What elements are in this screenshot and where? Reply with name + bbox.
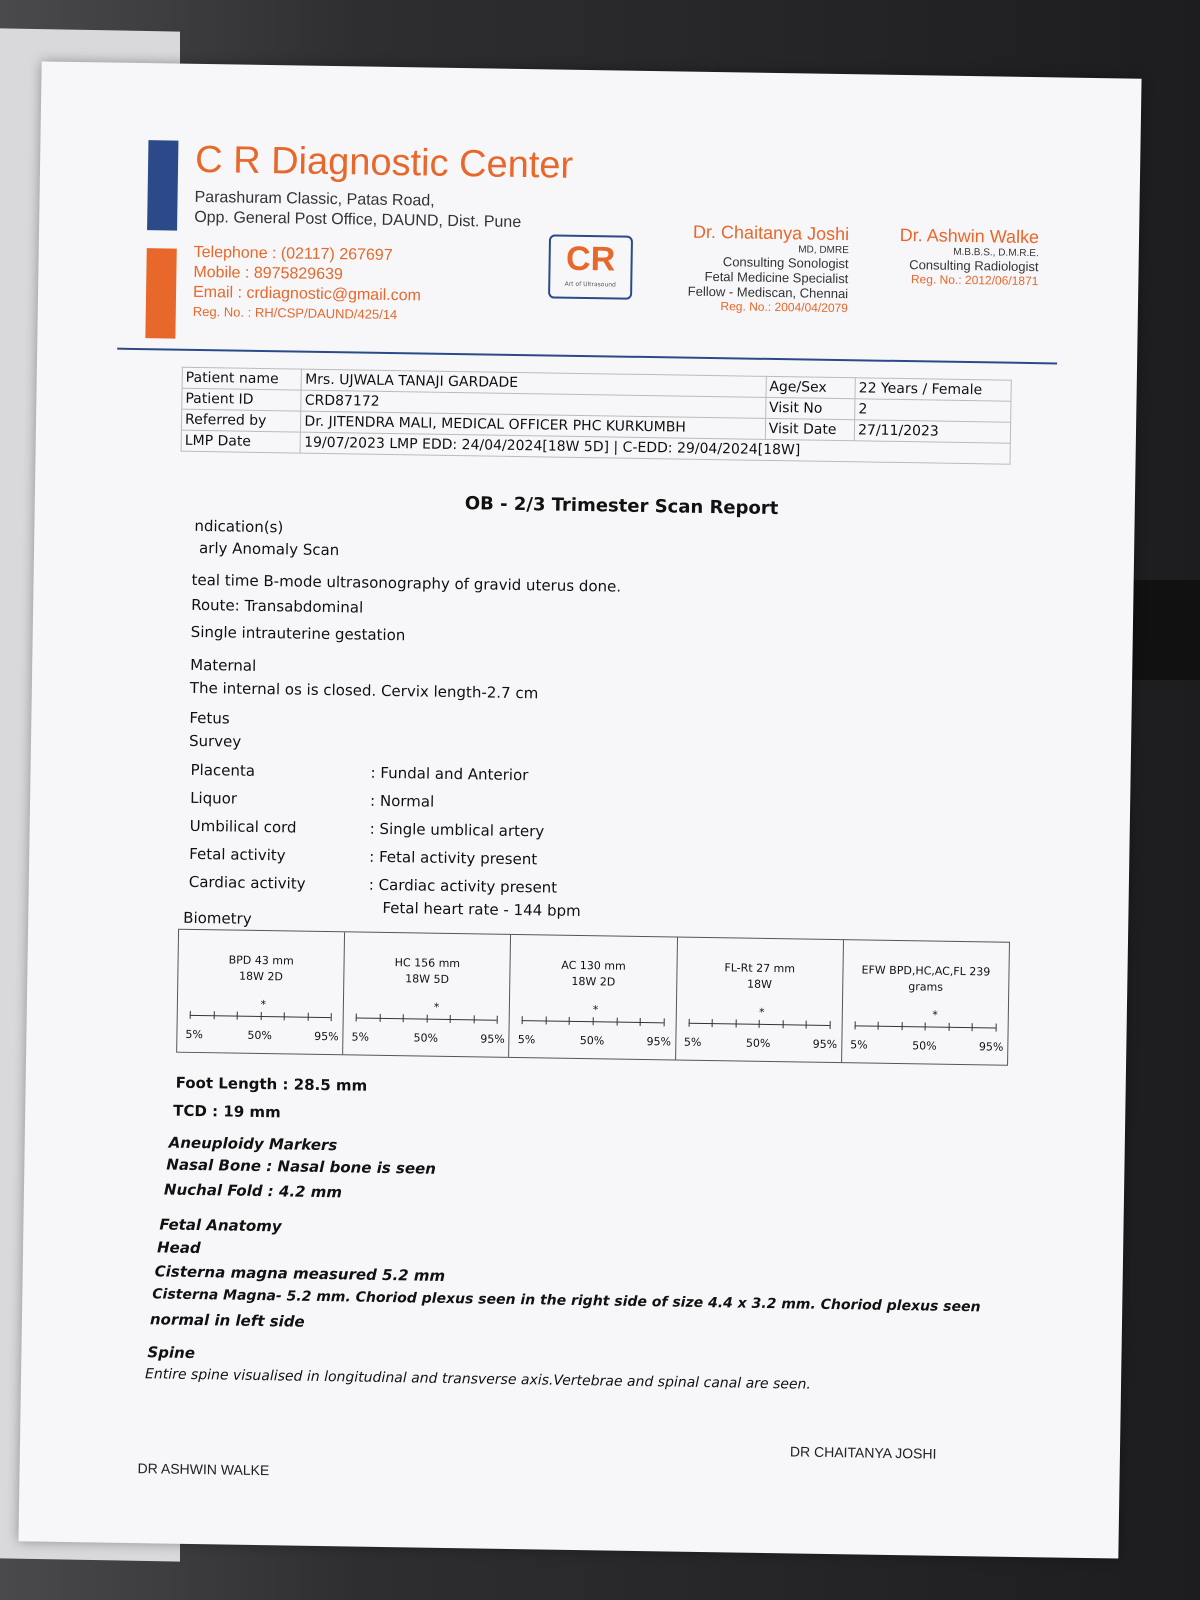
percentile-tick (759, 1020, 760, 1028)
p95-label: 95% (978, 1040, 1004, 1054)
brand-bar-orange (145, 248, 176, 338)
visit-date: 27/11/2023 (854, 420, 1010, 443)
biometry-cell (676, 938, 844, 1063)
doctor-title: Fetal Medicine Specialist (704, 268, 849, 287)
p95-label: 95% (480, 1032, 505, 1046)
p50-label: 50% (579, 1034, 605, 1048)
address-line2: Opp. General Post Office, DAUND, Dist. Pune (194, 208, 522, 232)
head-label: Head (156, 1238, 201, 1258)
indication: arly Anomaly Scan (198, 538, 340, 560)
p50-label: 50% (413, 1031, 439, 1045)
report-title: OB - 2/3 Trimester Scan Report (464, 493, 779, 520)
percentile-tick (569, 1017, 570, 1025)
telephone: Telephone : (02117) 267697 (193, 243, 393, 264)
logo-subtext: Art of Ultrasound (564, 280, 616, 289)
biometry-age: grams (908, 980, 944, 994)
percentile-tick (379, 1014, 380, 1022)
biometry-measure: BPD 43 mm (228, 953, 294, 968)
label: Patient name (182, 367, 302, 390)
indication-label: ndication(s) (194, 516, 284, 537)
biometry-age: 18W 2D (238, 969, 283, 984)
percentile-marker: * (758, 1005, 765, 1019)
percentile-marker: * (260, 998, 267, 1012)
fetal-heart-rate: Fetal heart rate - 144 bpm (382, 898, 581, 921)
percentile-tick (426, 1015, 427, 1023)
age-sex: 22 Years / Female (855, 378, 1011, 401)
nuchal-fold: Nuchal Fold : 4.2 mm (163, 1180, 343, 1202)
survey-item-value: : Single umblical artery (369, 819, 545, 841)
nasal-bone: Nasal Bone : Nasal bone is seen (166, 1155, 437, 1178)
percentile-tick (854, 1021, 855, 1029)
doctor-title: Consulting Sonologist (722, 254, 849, 272)
survey-label: Survey (188, 731, 242, 751)
percentile-tick (213, 1011, 214, 1019)
p5-label: 5% (517, 1033, 536, 1047)
cisterna-detail: Cisterna Magna- 5.2 mm. Choriod plexus seen in the right side of size 4.4 x 3.2 mm. Choriod plexus seen (152, 1286, 981, 1316)
biometry-age: 18W (746, 977, 773, 992)
gestation: Single intrauterine gestation (190, 622, 406, 645)
percentile-tick (307, 1013, 308, 1021)
doctor-title: Consulting Radiologist (909, 257, 1039, 275)
percentile-tick (237, 1012, 238, 1020)
doctor-name: Dr. Ashwin Walke (899, 224, 1040, 248)
p5-label: 5% (683, 1035, 702, 1049)
biometry-age: 18W 2D (571, 974, 616, 989)
percentile-tick (712, 1019, 713, 1027)
p5-label: 5% (351, 1030, 370, 1044)
survey-item-value: : Fundal and Anterior (370, 763, 529, 785)
percentile-scale (854, 1008, 995, 1028)
brand-bar-blue (147, 140, 178, 230)
percentile-tick (688, 1019, 689, 1027)
cisterna-detail-cont: normal in left side (149, 1310, 305, 1331)
percentile-tick (593, 1017, 594, 1025)
percentile-tick (473, 1015, 474, 1023)
percentile-tick (331, 1013, 332, 1021)
report-sheet (18, 61, 1141, 1558)
percentile-tick (522, 1016, 523, 1024)
doctor-degree: M.B.B.S., D.M.R.E. (953, 246, 1039, 260)
percentile-tick (546, 1016, 547, 1024)
label: Age/Sex (766, 376, 856, 398)
biometry-label: Biometry (183, 908, 252, 928)
percentile-scale (688, 1005, 829, 1026)
percentile-tick (949, 1023, 950, 1031)
percentile-tick (450, 1015, 451, 1023)
biometry-cell (842, 940, 1009, 1065)
clinic-name: C R Diagnostic Center (194, 138, 574, 187)
percentile-tick (878, 1022, 879, 1030)
survey-item-label: Cardiac activity (188, 872, 306, 893)
spine-detail: Entire spine visualised in longitudinal and transverse axis.Vertebrae and spinal canal are seen. (144, 1366, 812, 1393)
doctor-joshi (668, 221, 849, 315)
p50-label: 50% (912, 1039, 937, 1053)
survey-item-label: Placenta (190, 760, 256, 780)
survey-item-label: Umbilical cord (189, 816, 297, 837)
doctor-reg: Reg. No.: 2012/06/1871 (910, 272, 1039, 289)
survey-item-label: Fetal activity (189, 844, 286, 865)
maternal-label: Maternal (190, 655, 257, 675)
biometry-measure: FL-Rt 27 mm (724, 961, 796, 976)
percentile-tick (925, 1022, 926, 1030)
label: Visit No (765, 397, 855, 419)
tcd: TCD : 19 mm (173, 1101, 281, 1122)
doctor-walke (868, 224, 1039, 288)
address-line1: Parashuram Classic, Patas Road, (194, 188, 435, 210)
percentile-tick (663, 1018, 664, 1026)
percentile-marker: * (433, 1000, 440, 1014)
lmp-date: 19/07/2023 LMP EDD: 24/04/2024[18W 5D] | C-EDD: 29/04/2024[18W] (300, 432, 1010, 464)
biometry-cell (510, 935, 678, 1060)
percentile-tick (260, 1012, 261, 1020)
p50-label: 50% (745, 1036, 771, 1051)
p5-label: 5% (850, 1038, 868, 1052)
percentile-tick (190, 1011, 191, 1019)
biometry-measure: EFW BPD,HC,AC,FL 239 (861, 963, 991, 979)
biometry-measure: HC 156 mm (394, 956, 461, 971)
percentile-tick (735, 1019, 736, 1027)
spine-label: Spine (147, 1343, 196, 1363)
cisterna-measured: Cisterna magna measured 5.2 mm (154, 1262, 446, 1285)
percentile-tick (972, 1023, 973, 1031)
percentile-tick (829, 1021, 830, 1029)
patient-id: CRD87172 (301, 390, 766, 418)
percentile-tick (782, 1020, 783, 1028)
header-divider (117, 348, 1057, 365)
percentile-tick (901, 1022, 902, 1030)
percentile-tick (640, 1018, 641, 1026)
p95-label: 95% (646, 1035, 672, 1049)
survey-item-value: : Normal (369, 791, 435, 811)
patient-name: Mrs. UJWALA TANAJI GARDADE (301, 369, 766, 397)
visit-no: 2 (855, 399, 1011, 422)
referred-by: Dr. JITENDRA MALI, MEDICAL OFFICER PHC KURKUMBH (301, 411, 766, 439)
scan-method: teal time B-mode ultrasonography of gravid uterus done. (191, 570, 622, 596)
survey-item-label: Liquor (190, 788, 238, 808)
survey-item-value: : Fetal activity present (369, 847, 538, 869)
signature-right: DR CHAITANYA JOSHI (789, 1443, 937, 1462)
percentile-tick (806, 1021, 807, 1029)
biometry-cell (343, 932, 511, 1057)
patient-info-table (181, 367, 1012, 465)
p5-label: 5% (185, 1027, 203, 1042)
biometry-age: 18W 5D (405, 972, 450, 986)
aneuploidy-label: Aneuploidy Markers (168, 1133, 338, 1155)
percentile-tick (996, 1024, 997, 1032)
p50-label: 50% (247, 1028, 272, 1043)
percentile-tick (356, 1014, 357, 1022)
percentile-tick (403, 1014, 404, 1022)
mobile: Mobile : 8975829639 (193, 263, 343, 284)
percentile-marker: * (592, 1003, 599, 1017)
label: Visit Date (765, 418, 855, 440)
doctor-degree: MD, DMRE (798, 244, 849, 257)
anatomy-label: Fetal Anatomy (159, 1215, 282, 1236)
email: Email : crdiagnostic@gmail.com (192, 283, 422, 305)
logo-text: CR (565, 239, 616, 279)
route: Route: Transabdominal (191, 595, 364, 617)
foot-length: Foot Length : 28.5 mm (175, 1073, 368, 1095)
p95-label: 95% (314, 1029, 339, 1044)
label: Referred by (181, 409, 301, 432)
report-content (89, 98, 1071, 1513)
clinic-logo (548, 234, 633, 299)
percentile-scale (356, 1000, 497, 1021)
survey-item-value: : Cardiac activity present (368, 875, 558, 897)
doctor-name: Dr. Chaitanya Joshi (692, 221, 850, 245)
fetus-label: Fetus (189, 708, 230, 728)
percentile-tick (284, 1012, 285, 1020)
biometry-measure: AC 130 mm (561, 958, 626, 973)
biometry-cell (177, 930, 345, 1055)
percentile-marker: * (932, 1008, 938, 1022)
doctor-title: Fellow - Mediscan, Chennai (687, 283, 849, 302)
biometry-table (176, 929, 1010, 1066)
label: LMP Date (181, 430, 301, 453)
p95-label: 95% (812, 1037, 838, 1052)
reg-number: Reg. No. : RH/CSP/DAUND/425/14 (192, 303, 398, 323)
percentile-tick (497, 1016, 498, 1024)
percentile-tick (616, 1018, 617, 1026)
percentile-scale (190, 998, 331, 1018)
signature-left: DR ASHWIN WALKE (137, 1460, 270, 1479)
label: Patient ID (182, 388, 302, 411)
doctor-reg: Reg. No.: 2004/04/2079 (720, 299, 849, 316)
percentile-scale (522, 1003, 663, 1023)
maternal: The internal os is closed. Cervix length-2.7 cm (189, 678, 539, 703)
